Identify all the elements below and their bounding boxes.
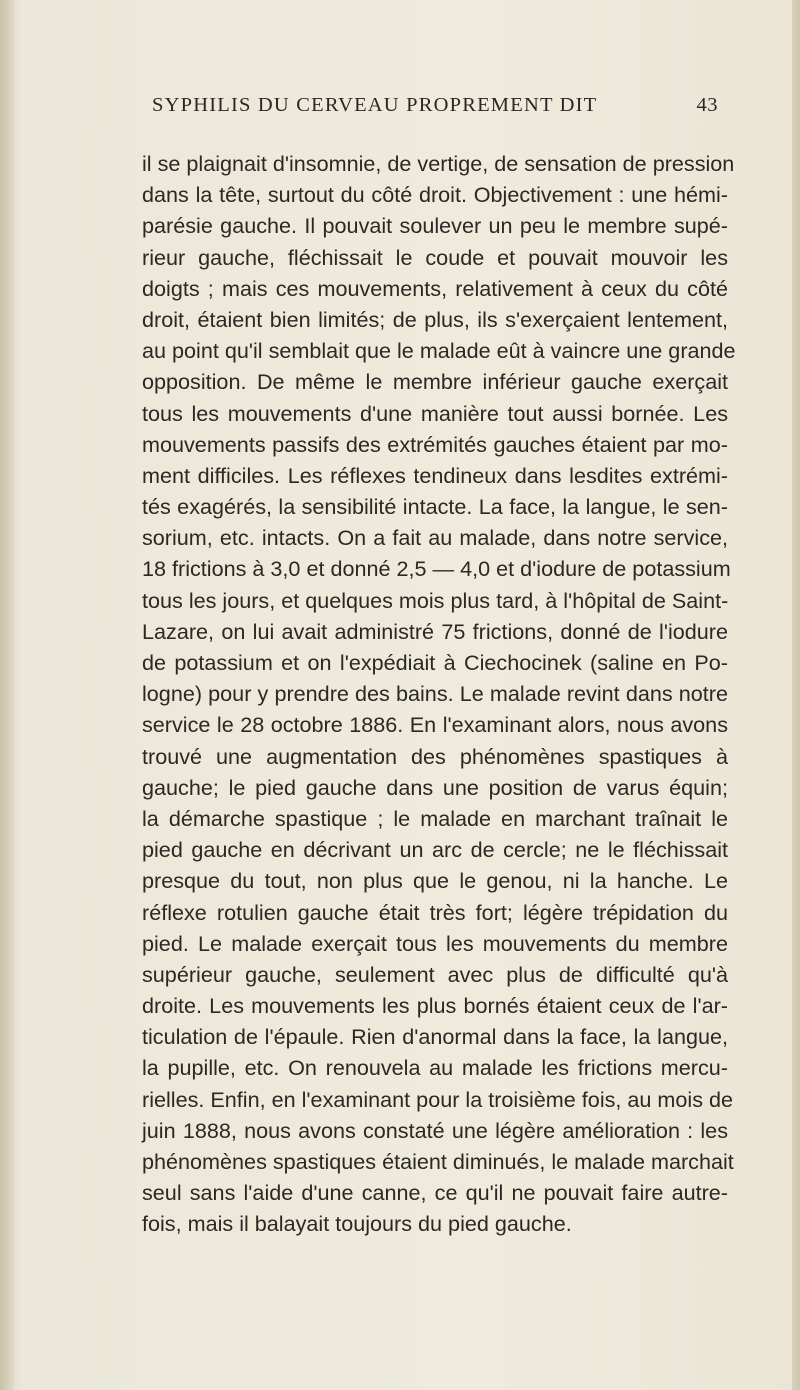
- text-line: trouvé une augmentation des phénomènes spastiques à: [142, 743, 728, 769]
- text-line: rielles. Enfin, en l'examinant pour la troisième fois, au mois de: [142, 1086, 734, 1112]
- text-line: opposition. De même le membre inférieur gauche exerçait: [142, 369, 728, 395]
- body-paragraph: [142, 148, 736, 1240]
- text-line: gauche; le pied gauche dans une position de varus équin;: [142, 774, 728, 800]
- text-line-last: fois, mais il balayait toujours du pied gauche.: [142, 1211, 572, 1237]
- text-line: mouvements passifs des extrémités gauches étaient par mo-: [142, 431, 728, 457]
- text-line: dans la tête, surtout du côté droit. Objectivement : une hémi-: [142, 182, 728, 208]
- text-line: réflexe rotulien gauche était très fort; légère trépidation du: [142, 899, 728, 925]
- text-line: ment difficiles. Les réflexes tendineux dans lesdites extrémi-: [142, 462, 728, 488]
- text-line: parésie gauche. Il pouvait soulever un peu le membre supé-: [142, 213, 728, 239]
- text-line: supérieur gauche, seulement avec plus de difficulté qu'à: [142, 961, 728, 987]
- page-header: [152, 94, 718, 124]
- text-line: ticulation de l'épaule. Rien d'anormal dans la face, la langue,: [142, 1024, 728, 1050]
- text-line: de potassium et on l'expédiait à Ciechocinek (saline en Po-: [142, 650, 728, 675]
- text-line: la démarche spastique ; le malade en marchant traînait le: [142, 805, 728, 831]
- text-line: rieur gauche, fléchissait le coude et pouvait mouvoir les: [142, 244, 728, 270]
- page-number: 43: [696, 94, 718, 116]
- text-line: presque du tout, non plus que le genou, ni la hanche. Le: [142, 868, 728, 894]
- running-title: SYPHILIS DU CERVEAU PROPREMENT DIT: [152, 94, 598, 116]
- text-line: phénomènes spastiques étaient diminués, le malade marchait: [142, 1149, 734, 1174]
- text-line: seul sans l'aide d'une canne, ce qu'il ne pouvait faire autre-: [142, 1180, 728, 1206]
- text-line: pied. Le malade exerçait tous les mouvements du membre: [142, 930, 728, 956]
- text-line: Lazare, on lui avait administré 75 frictions, donné de l'iodure: [142, 618, 728, 644]
- text-line: juin 1888, nous avons constaté une légère amélioration : les: [142, 1117, 728, 1143]
- text-line: tous les jours, et quelques mois plus tard, à l'hôpital de Saint-: [142, 587, 729, 613]
- text-line: la pupille, etc. On renouvela au malade les frictions mercu-: [142, 1055, 728, 1081]
- page-left-edge: [0, 0, 14, 1390]
- text-line: sorium, etc. intacts. On a fait au malade, dans notre service,: [142, 525, 728, 551]
- text-line: au point qu'il semblait que le malade eût à vaincre une grande: [142, 338, 736, 364]
- text-line: droite. Les mouvements les plus bornés étaient ceux de l'ar-: [142, 993, 728, 1019]
- text-line: pied gauche en décrivant un arc de cercle; ne le fléchissait: [142, 837, 728, 863]
- text-line: logne) pour y prendre des bains. Le malade revint dans notre: [142, 681, 728, 707]
- text-line: droit, étaient bien limités; de plus, ils s'exerçaient lentement,: [142, 306, 728, 332]
- text-line: tés exagérés, la sensibilité intacte. La face, la langue, le sen-: [142, 494, 728, 520]
- text-line: service le 28 octobre 1886. En l'examinant alors, nous avons: [142, 712, 728, 738]
- text-line: doigts ; mais ces mouvements, relativement à ceux du côté: [142, 275, 728, 301]
- page-right-edge: [792, 0, 800, 1390]
- text-line: 18 frictions à 3,0 et donné 2,5 — 4,0 et d'iodure de potassium: [142, 556, 731, 582]
- text-line: tous les mouvements d'une manière tout aussi bornée. Les: [142, 400, 728, 426]
- text-line: il se plaignait d'insomnie, de vertige, de sensation de pression: [142, 151, 735, 176]
